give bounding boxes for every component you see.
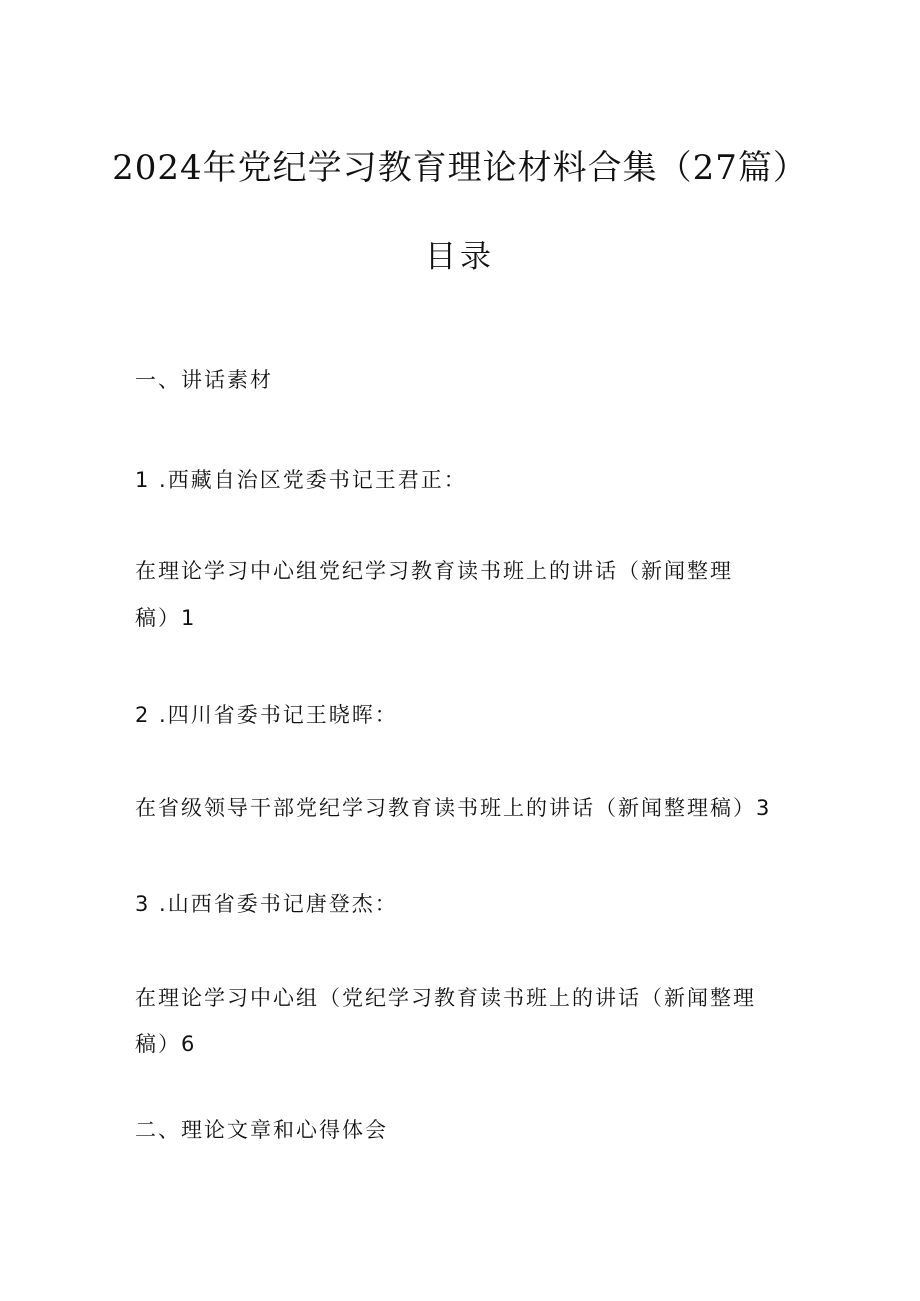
- toc-item-1-line-2: 稿）1: [135, 606, 197, 630]
- toc-item-3-line-2: 稿）6: [135, 1032, 197, 1056]
- toc-item-1-line-1: 在理论学习中心组党纪学习教育读书班上的讲话（新闻整理: [135, 559, 733, 583]
- document-title: 2024年党纪学习教育理论材料合集（27篇）: [112, 148, 808, 188]
- toc-item-2-heading: 2 .四川省委书记王晓晖：: [135, 703, 398, 727]
- toc-item-2-line-1: 在省级领导干部党纪学习教育读书班上的讲话（新闻整理稿）3: [135, 796, 772, 820]
- toc-item-3-line-1: 在理论学习中心组（党纪学习教育读书班上的讲话（新闻整理: [135, 986, 756, 1010]
- toc-item-3-heading: 3 .山西省委书记唐登杰：: [135, 892, 398, 916]
- toc-heading: 目录: [425, 239, 495, 275]
- toc-section-2: 二、理论文章和心得体会: [135, 1118, 388, 1142]
- toc-section-1: 一、讲话素材: [135, 368, 273, 392]
- toc-item-1-heading: 1 .西藏自治区党委书记王君正：: [135, 468, 467, 492]
